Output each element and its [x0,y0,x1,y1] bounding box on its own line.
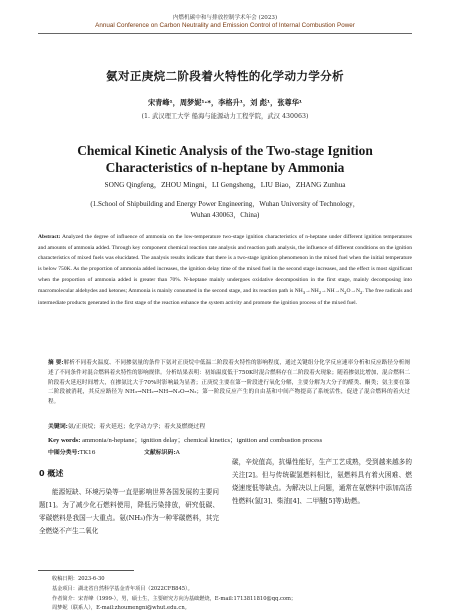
affiliation-cn: (1. 武汉理工大学 船海与能源动力工程学院，武汉 430063) [141,113,309,120]
doc-value: A [175,450,180,456]
subscript: 2 [318,289,322,295]
abstract-cn-text: 解析不同着火温度、不同掺氨量的条件下氨对正庚烷中低温二阶段着火特性的影响程度，通过关键组分化学反应速率分析和反应路径分析阐述了不同条件对混合燃料着火特性的影响规律。分析结果表明：初始温度低于750K时混合燃料存在二阶段着火现象；随着掺氨比增加，混合燃料二阶段着火延迟时间增大，在掺氨比大于70%时影响最为显著；正庚烷主要在第一阶段进行氧化分解，主要分解为大分子的醛类、酮类；氨主要在第二阶段被消耗，其反应路径为 NH₃→NH₂→NH→N₂O→N₂；第一阶段反应产生的自由基和中间产物提高了系统活性，促进了混合燃料的着火过程。 [48,360,410,406]
doc-code [144,450,180,456]
affiliation-en-line2: Wuhan 430063，China) [190,211,260,219]
clc-number [48,447,144,456]
footnote-author: 作者简介：宋青峰（1999-），男，硕士生，主要研究方向为基础燃烧，E-mail:1713811810@qq.com； [52,596,297,602]
body-text-left-column: 能源短缺、环境污染等一直是影响世界各国发展的主要问题[1]。为了减少化石燃料使用，降低污染排放，研究低碳、零碳燃料是我国一大重点。氨(NH₃)作为一种零碳燃料，其完全燃烧不产生二氧化 [39,488,219,535]
body-text-right-column: 碳，辛烷值高，抗爆性能好，生产工艺成熟，受到越来越多的关注[2]。但与传统碳氢燃料相比，氨燃料具有着火困难、燃烧速度低等缺点。为解决以上问题，通常在氨燃料中添加高活性燃料(氢[3]、柴油[4]、二甲醚[5]等)助燃。 [232,458,412,505]
paper-title-cn: 氨对正庚烷二阶段着火特性的化学动力学分析 [106,69,344,83]
paper-title-en-line2: Characteristics of n-heptane by Ammonia [105,160,345,175]
abstract-en [38,232,412,309]
keywords-en-text: ammonia/n-heptane；ignition delay；chemical kinetics；ignition and combustion process [80,437,323,444]
clc-label: 中图分类号: [48,449,80,456]
paper-title-en-line1: Chemical Kinetic Analysis of the Two-stage Ignition [77,143,373,158]
keywords-en [48,434,410,444]
doc-label: 文献标识码: [144,449,176,456]
abstract-en-text-1: Analyzed the degree of influence of ammonia on the low-temperature two-stage ignition characteristics of n-heptane under different ignition temperatures and amounts of ammonia added. Through key component chemical reaction rate analysis and reaction path analysis, the influence of different conditions on the ignition characteristics of mixed fuels was elucidated. The analysis results indicate that there is a two-stage ignition phenomenon in the mixed fuel when the initial temperature is below 750K. As the proportion of ammonia added increases, the ignition delay time of the mixed fuel in the second stage increases, and the effect is most significant when the proportion of ammonia added is greater than 70%. N-heptane mainly undergoes oxidative decomposition in the first stage, mainly decomposing into macromolecular aldehydes and ketones; Ammonia is mainly consumed in the second stage, and its reaction path is NH [38,234,412,294]
abstract-cn-label: 摘 要: [48,360,64,366]
keywords-cn [48,421,410,430]
reaction-arrow: →NH [305,287,319,294]
keywords-cn-label: 关键词: [48,423,68,430]
footnote-received: 收稿日期：2023-6-30 [52,576,105,582]
keywords-cn-text: 氨/正庚烷；着火延迟；化学动力学；着火及燃烧过程 [67,424,206,430]
abstract-en-label: Abstract: [38,234,61,240]
keywords-en-label: Key words: [48,437,81,444]
subscript: 2 [344,289,347,295]
header-rule [38,33,412,34]
reaction-arrow: →NH→N [321,287,345,294]
subscript: 2 [360,289,363,295]
paper-title-en [0,142,450,176]
affiliation-en-line1: (1.School of Shipbuilding and Energy Power Engineering，Wuhan University of Technology， [90,200,360,208]
authors-cn: 宋青峰¹，周梦妮¹·*，李格升¹，刘 彪¹，张尊华¹ [147,98,303,107]
reaction-arrow: O→N [346,287,361,294]
authors-en: SONG Qingfeng，ZHOU Mingni，LI Gengsheng，LIU Biao，ZHANG Zunhua [104,180,346,189]
conference-header-cn: 内燃机碳中和与排放控制学术年会 (2023) [172,15,278,21]
clc-value: TK16 [79,450,96,456]
abstract-en-text-2: . The free radicals and intermediate products generated in the first stage of the reaction enhance the system activity and promote the ignition process of the mixed fuel. [38,287,412,307]
subscript: 3 [302,289,306,295]
classification-line [48,447,410,456]
affiliation-en [60,199,390,221]
footnote-corresponding: 周梦妮（联系人），E-mail:zhoumengni@whut.edu.cn。 [52,605,190,611]
conference-header-en: Annual Conference on Carbon Neutrality and Emission Control of Internal Combustion Power [95,22,355,29]
section-heading: 0 概述 [39,469,64,478]
abstract-cn [48,359,410,408]
footnote-fund: 基金项目：湖北省自然科学基金青年项目（2022CFB845）。 [52,586,193,592]
footnote-rule [38,570,134,571]
